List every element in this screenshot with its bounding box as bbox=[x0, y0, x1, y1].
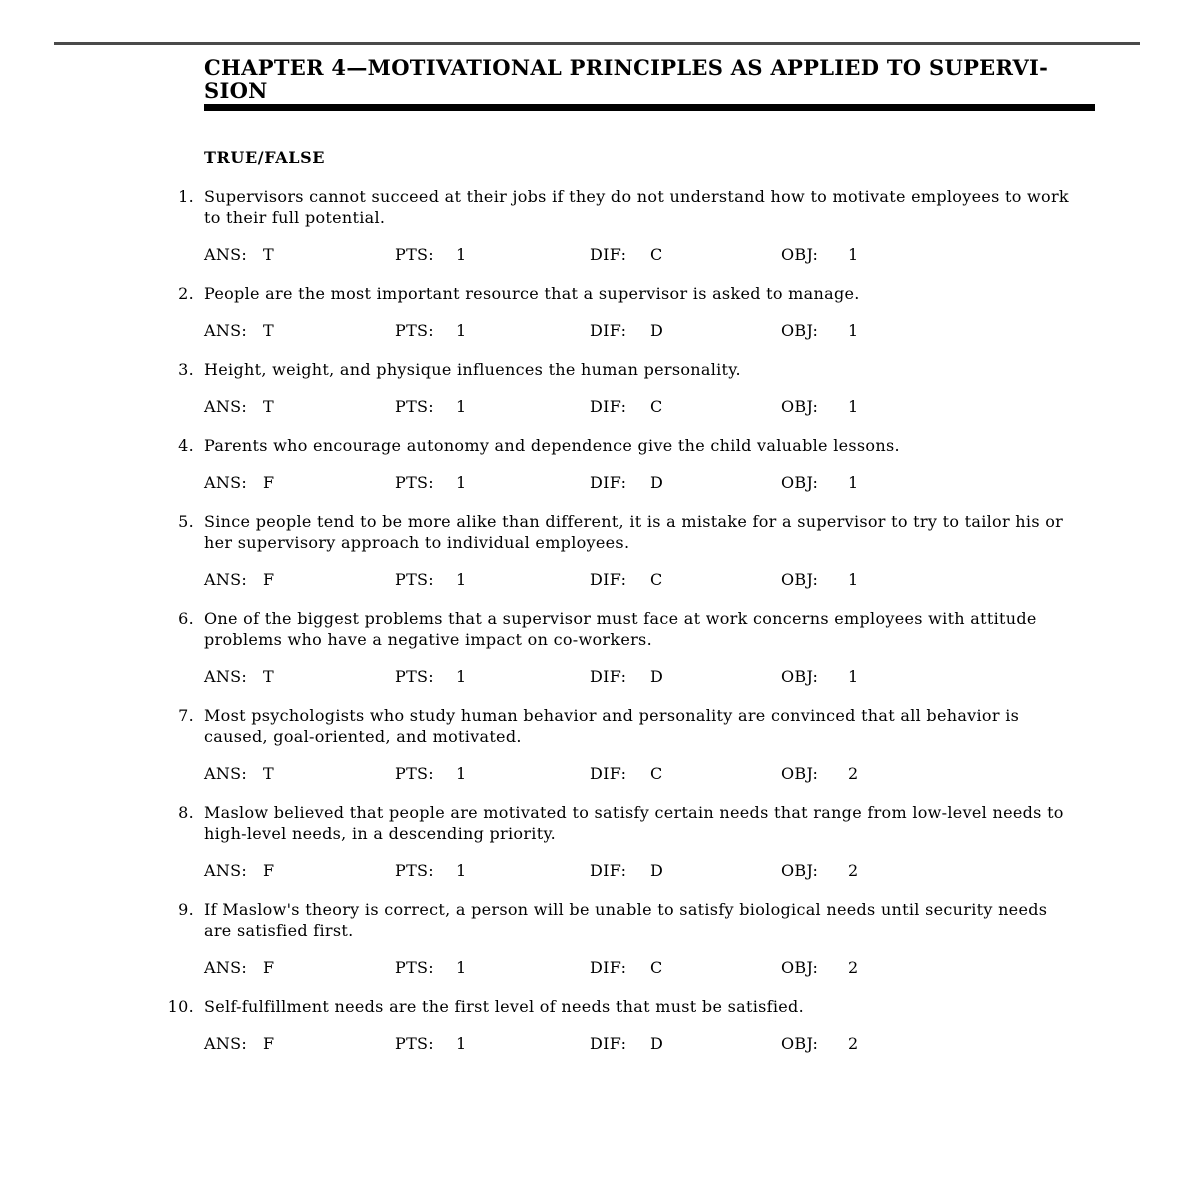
answer-cell-ans bbox=[204, 396, 395, 417]
question-row bbox=[0, 283, 1200, 304]
answer-cell-dif bbox=[590, 244, 781, 265]
answer-cell-pts bbox=[395, 244, 590, 265]
obj-value: 2 bbox=[848, 1034, 859, 1053]
dif-label: DIF: bbox=[590, 958, 627, 977]
question-block bbox=[0, 899, 1200, 978]
question-text-line: Height, weight, and physique influences the human personality. bbox=[204, 360, 741, 379]
question-row bbox=[0, 435, 1200, 456]
answer-cell-obj bbox=[781, 320, 858, 341]
question-text bbox=[204, 802, 1104, 844]
answer-cell-obj bbox=[781, 244, 858, 265]
answer-cell-pts bbox=[395, 860, 590, 881]
answer-cell-obj bbox=[781, 957, 858, 978]
question-text bbox=[204, 996, 1104, 1017]
question-text-line: People are the most important resource that a supervisor is asked to manage. bbox=[204, 284, 860, 303]
obj-value: 1 bbox=[848, 473, 859, 492]
obj-label: OBJ: bbox=[781, 397, 819, 416]
dif-label: DIF: bbox=[590, 473, 627, 492]
pts-value: 1 bbox=[456, 1034, 467, 1053]
question-number: 10. bbox=[167, 997, 194, 1016]
question-text-line: Supervisors cannot succeed at their jobs if they do not understand how to motivate employees to work bbox=[204, 187, 1069, 206]
question-text bbox=[204, 283, 1104, 304]
question-block bbox=[0, 608, 1200, 687]
question-row bbox=[0, 996, 1200, 1017]
ans-label: ANS: bbox=[204, 667, 248, 686]
obj-value: 1 bbox=[848, 245, 859, 264]
question-text-line: Since people tend to be more alike than different, it is a mistake for a supervisor to try to tailor his or bbox=[204, 512, 1064, 531]
question-text-line: Self-fulfillment needs are the first level of needs that must be satisfied. bbox=[204, 997, 804, 1016]
answer-cell-pts bbox=[395, 763, 590, 784]
answer-cell-dif bbox=[590, 763, 781, 784]
pts-value: 1 bbox=[456, 321, 467, 340]
ans-value: F bbox=[263, 861, 275, 880]
pts-value: 1 bbox=[456, 667, 467, 686]
question-number: 9. bbox=[178, 900, 194, 919]
ans-value: T bbox=[263, 667, 274, 686]
ans-value: T bbox=[263, 245, 274, 264]
pts-label: PTS: bbox=[395, 958, 434, 977]
dif-label: DIF: bbox=[590, 667, 627, 686]
question-row bbox=[0, 802, 1200, 844]
answer-cell-obj bbox=[781, 472, 858, 493]
obj-value: 1 bbox=[848, 667, 859, 686]
obj-label: OBJ: bbox=[781, 958, 819, 977]
question-block bbox=[0, 802, 1200, 881]
question-text-line: caused, goal-oriented, and motivated. bbox=[204, 727, 522, 746]
dif-label: DIF: bbox=[590, 245, 627, 264]
dif-value: D bbox=[650, 667, 664, 686]
dif-value: C bbox=[650, 764, 663, 783]
answer-cell-dif bbox=[590, 472, 781, 493]
ans-label: ANS: bbox=[204, 397, 248, 416]
pts-label: PTS: bbox=[395, 473, 434, 492]
question-text bbox=[204, 705, 1104, 747]
pts-value: 1 bbox=[456, 245, 467, 264]
pts-value: 1 bbox=[456, 570, 467, 589]
answer-cell-obj bbox=[781, 763, 858, 784]
question-number: 7. bbox=[178, 706, 194, 725]
question-text-line: One of the biggest problems that a supervisor must face at work concerns employees with attitude bbox=[204, 609, 1037, 628]
chapter-title-line1: CHAPTER 4—MOTIVATIONAL PRINCIPLES AS APPLIED TO SUPERVI- bbox=[204, 55, 1049, 80]
question-text bbox=[204, 186, 1104, 228]
obj-label: OBJ: bbox=[781, 861, 819, 880]
answer-row bbox=[204, 244, 1200, 265]
dif-value: C bbox=[650, 397, 663, 416]
chapter-title-line2: SION bbox=[204, 78, 268, 103]
answer-row bbox=[204, 763, 1200, 784]
question-number: 6. bbox=[178, 609, 194, 628]
dif-value: D bbox=[650, 473, 664, 492]
question-text bbox=[204, 511, 1104, 553]
answer-cell-dif bbox=[590, 860, 781, 881]
question-row bbox=[0, 511, 1200, 553]
question-row bbox=[0, 359, 1200, 380]
answer-cell-pts bbox=[395, 396, 590, 417]
answer-cell-obj bbox=[781, 396, 858, 417]
question-block bbox=[0, 186, 1200, 265]
dif-value: D bbox=[650, 861, 664, 880]
ans-label: ANS: bbox=[204, 321, 248, 340]
answer-cell-ans bbox=[204, 472, 395, 493]
answer-cell-dif bbox=[590, 957, 781, 978]
question-block bbox=[0, 283, 1200, 341]
question-text-line: Parents who encourage autonomy and dependence give the child valuable lessons. bbox=[204, 436, 900, 455]
pts-value: 1 bbox=[456, 473, 467, 492]
pts-label: PTS: bbox=[395, 1034, 434, 1053]
section-heading-true-false: TRUE/FALSE bbox=[204, 148, 326, 167]
obj-value: 2 bbox=[848, 764, 859, 783]
answer-cell-obj bbox=[781, 666, 858, 687]
pts-label: PTS: bbox=[395, 667, 434, 686]
question-number: 1. bbox=[178, 187, 194, 206]
ans-label: ANS: bbox=[204, 1034, 248, 1053]
answer-cell-ans bbox=[204, 860, 395, 881]
question-number: 3. bbox=[178, 360, 194, 379]
ans-value: F bbox=[263, 1034, 275, 1053]
answer-cell-ans bbox=[204, 763, 395, 784]
ans-value: F bbox=[263, 570, 275, 589]
question-block bbox=[0, 511, 1200, 590]
ans-value: F bbox=[263, 958, 275, 977]
question-text bbox=[204, 899, 1104, 941]
dif-value: C bbox=[650, 570, 663, 589]
answer-cell-ans bbox=[204, 569, 395, 590]
pts-value: 1 bbox=[456, 958, 467, 977]
obj-value: 2 bbox=[848, 861, 859, 880]
question-text bbox=[204, 608, 1104, 650]
answer-cell-obj bbox=[781, 860, 858, 881]
question-row bbox=[0, 899, 1200, 941]
answer-cell-ans bbox=[204, 320, 395, 341]
question-block bbox=[0, 705, 1200, 784]
answer-cell-dif bbox=[590, 320, 781, 341]
answer-cell-pts bbox=[395, 569, 590, 590]
pts-label: PTS: bbox=[395, 245, 434, 264]
answer-cell-pts bbox=[395, 666, 590, 687]
dif-label: DIF: bbox=[590, 570, 627, 589]
answer-cell-dif bbox=[590, 666, 781, 687]
answer-cell-ans bbox=[204, 244, 395, 265]
obj-label: OBJ: bbox=[781, 245, 819, 264]
dif-label: DIF: bbox=[590, 321, 627, 340]
answer-cell-pts bbox=[395, 957, 590, 978]
question-row bbox=[0, 186, 1200, 228]
answer-row bbox=[204, 472, 1200, 493]
dif-label: DIF: bbox=[590, 1034, 627, 1053]
ans-value: T bbox=[263, 764, 274, 783]
pts-value: 1 bbox=[456, 764, 467, 783]
obj-value: 2 bbox=[848, 958, 859, 977]
dif-value: C bbox=[650, 958, 663, 977]
question-row bbox=[0, 705, 1200, 747]
question-text-line: Most psychologists who study human behavior and personality are convinced that all behavior is bbox=[204, 706, 1020, 725]
ans-label: ANS: bbox=[204, 245, 248, 264]
answer-cell-dif bbox=[590, 396, 781, 417]
question-number: 5. bbox=[178, 512, 194, 531]
obj-label: OBJ: bbox=[781, 667, 819, 686]
answer-row bbox=[204, 860, 1200, 881]
question-text-line: are satisfied first. bbox=[204, 921, 354, 940]
chapter-title bbox=[204, 56, 1095, 111]
obj-value: 1 bbox=[848, 321, 859, 340]
pts-label: PTS: bbox=[395, 764, 434, 783]
answer-cell-ans bbox=[204, 957, 395, 978]
question-number: 2. bbox=[178, 284, 194, 303]
obj-label: OBJ: bbox=[781, 473, 819, 492]
question-row bbox=[0, 608, 1200, 650]
question-text bbox=[204, 435, 1104, 456]
obj-label: OBJ: bbox=[781, 764, 819, 783]
question-number: 4. bbox=[178, 436, 194, 455]
question-text-line: to their full potential. bbox=[204, 208, 386, 227]
ans-value: T bbox=[263, 321, 274, 340]
pts-label: PTS: bbox=[395, 397, 434, 416]
dif-label: DIF: bbox=[590, 764, 627, 783]
pts-label: PTS: bbox=[395, 570, 434, 589]
answer-row bbox=[204, 666, 1200, 687]
obj-label: OBJ: bbox=[781, 570, 819, 589]
answer-cell-pts bbox=[395, 472, 590, 493]
obj-value: 1 bbox=[848, 397, 859, 416]
question-text-line: Maslow believed that people are motivated to satisfy certain needs that range from low-level needs to bbox=[204, 803, 1064, 822]
dif-label: DIF: bbox=[590, 397, 627, 416]
answer-cell-pts bbox=[395, 1033, 590, 1054]
question-text-line: problems who have a negative impact on co-workers. bbox=[204, 630, 652, 649]
question-block bbox=[0, 359, 1200, 417]
ans-label: ANS: bbox=[204, 764, 248, 783]
pts-value: 1 bbox=[456, 861, 467, 880]
answer-cell-ans bbox=[204, 1033, 395, 1054]
obj-label: OBJ: bbox=[781, 321, 819, 340]
answer-cell-dif bbox=[590, 569, 781, 590]
pts-value: 1 bbox=[456, 397, 467, 416]
dif-value: D bbox=[650, 321, 664, 340]
question-text-line: her supervisory approach to individual employees. bbox=[204, 533, 630, 552]
answer-cell-pts bbox=[395, 320, 590, 341]
dif-label: DIF: bbox=[590, 861, 627, 880]
answer-row bbox=[204, 957, 1200, 978]
question-text-line: high-level needs, in a descending priority. bbox=[204, 824, 557, 843]
answer-row bbox=[204, 396, 1200, 417]
dif-value: D bbox=[650, 1034, 664, 1053]
question-block bbox=[0, 435, 1200, 493]
pts-label: PTS: bbox=[395, 321, 434, 340]
ans-value: F bbox=[263, 473, 275, 492]
ans-label: ANS: bbox=[204, 473, 248, 492]
answer-cell-obj bbox=[781, 569, 858, 590]
question-text bbox=[204, 359, 1104, 380]
obj-label: OBJ: bbox=[781, 1034, 819, 1053]
ans-label: ANS: bbox=[204, 570, 248, 589]
answer-cell-dif bbox=[590, 1033, 781, 1054]
question-number: 8. bbox=[178, 803, 194, 822]
answer-row bbox=[204, 569, 1200, 590]
ans-value: T bbox=[263, 397, 274, 416]
answer-row bbox=[204, 1033, 1200, 1054]
page-top-rule bbox=[54, 42, 1140, 45]
ans-label: ANS: bbox=[204, 861, 248, 880]
question-block bbox=[0, 996, 1200, 1054]
answer-cell-obj bbox=[781, 1033, 858, 1054]
answer-cell-ans bbox=[204, 666, 395, 687]
pts-label: PTS: bbox=[395, 861, 434, 880]
answer-row bbox=[204, 320, 1200, 341]
dif-value: C bbox=[650, 245, 663, 264]
question-list bbox=[0, 186, 1200, 1054]
question-text-line: If Maslow's theory is correct, a person will be unable to satisfy biological needs until security needs bbox=[204, 900, 1048, 919]
ans-label: ANS: bbox=[204, 958, 248, 977]
obj-value: 1 bbox=[848, 570, 859, 589]
